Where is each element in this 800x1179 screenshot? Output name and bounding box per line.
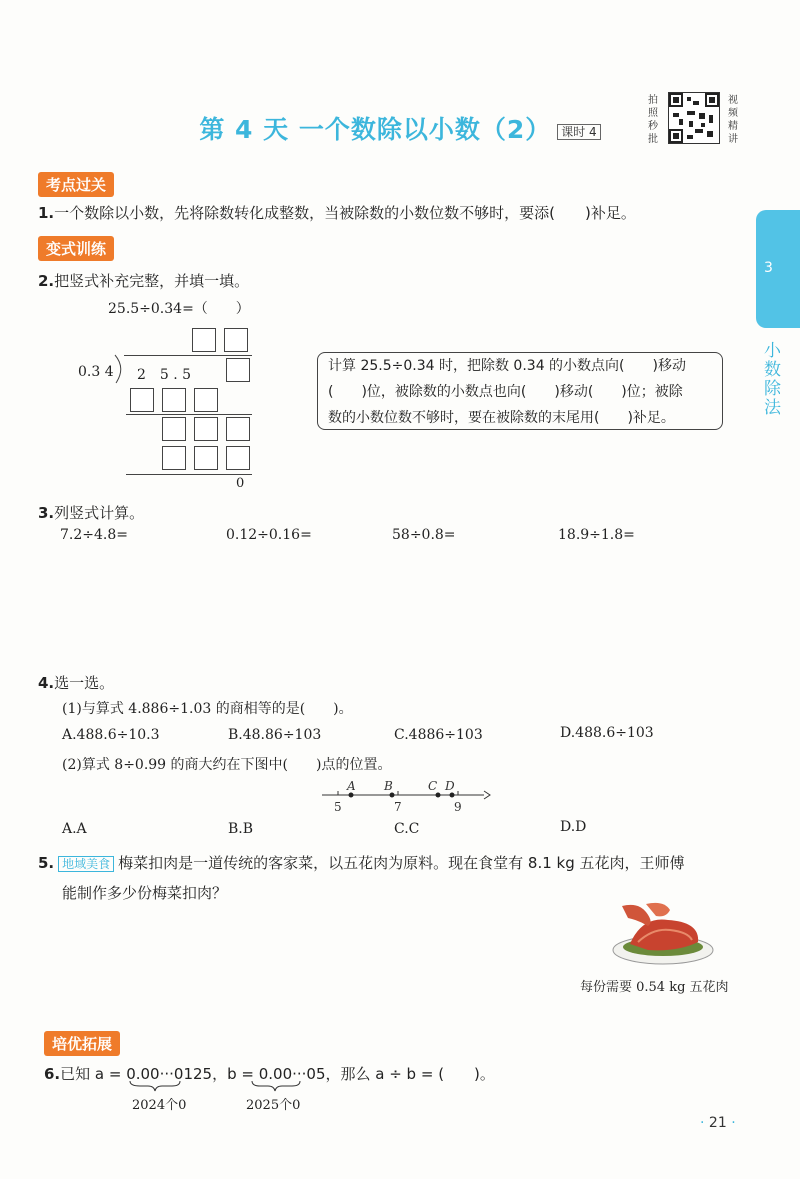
section-badge-2: 变式训练 bbox=[38, 236, 114, 261]
question-4-number: 4. bbox=[38, 674, 55, 692]
q4-p1-option-d[interactable]: D.488.6÷103 bbox=[560, 725, 654, 741]
division-line-1 bbox=[126, 414, 252, 415]
info-line-1: 计算 25.5÷0.34 时，把除数 0.34 的小数点向( )移动 bbox=[328, 358, 686, 374]
question-4-text: 选一选。 bbox=[54, 674, 115, 692]
step-box-7[interactable] bbox=[162, 446, 186, 470]
remainder: 0 bbox=[236, 476, 245, 491]
division-bar bbox=[124, 355, 252, 356]
q4-p2-option-c[interactable]: C.C bbox=[394, 821, 420, 837]
brace-icons bbox=[128, 1079, 328, 1093]
divisor: 0.3 4 bbox=[78, 364, 114, 380]
step-box-6[interactable] bbox=[226, 417, 250, 441]
step-box-4[interactable] bbox=[162, 417, 186, 441]
tick-label-5: 5 bbox=[334, 800, 342, 814]
step-box-1[interactable] bbox=[130, 388, 154, 412]
division-line-2 bbox=[126, 474, 252, 475]
question-5 bbox=[38, 852, 685, 873]
question-1-text-b: )补足。 bbox=[585, 204, 636, 222]
qr-code-icon[interactable] bbox=[668, 92, 720, 144]
info-line-3: 数的小数位数不够时，要在被除数的末尾用( )补足。 bbox=[328, 410, 675, 426]
info-line-2: ( )位，被除数的小数点也向( )移动( )位；被除 bbox=[328, 384, 683, 400]
question-1-number: 1. bbox=[38, 204, 55, 222]
title-text: 第 4 天 一个数除以小数（2） bbox=[199, 115, 552, 144]
dividend-box[interactable] bbox=[226, 358, 250, 382]
dividend: 2 5 . 5 bbox=[137, 367, 192, 383]
question-2-text: 把竖式补充完整，并填一填。 bbox=[54, 272, 250, 290]
quotient-box-2[interactable] bbox=[224, 328, 248, 352]
point-label-a: A bbox=[347, 779, 356, 793]
q4-part1: (1)与算式 4.886÷1.03 的商相等的是( )。 bbox=[62, 701, 353, 717]
calc-item-2[interactable]: 0.12÷0.16= bbox=[226, 527, 312, 543]
question-5-line-2: 能制作多少份梅菜扣肉？ bbox=[62, 884, 228, 902]
calc-item-1[interactable]: 7.2÷4.8= bbox=[60, 527, 128, 543]
point-label-d: D bbox=[445, 779, 455, 793]
calc-item-3[interactable]: 58÷0.8= bbox=[392, 527, 456, 543]
division-bracket-icon bbox=[112, 354, 128, 384]
step-box-8[interactable] bbox=[194, 446, 218, 470]
section-badge-3: 培优拓展 bbox=[44, 1031, 120, 1056]
qr-left-label: 拍照秒批 bbox=[648, 95, 658, 145]
page-number-text: 21 bbox=[708, 1115, 727, 1131]
q4-p1-option-a[interactable]: A.488.6÷10.3 bbox=[62, 727, 160, 743]
chapter-number: 3 bbox=[764, 260, 773, 276]
q4-p1-option-b[interactable]: B.48.86÷103 bbox=[228, 727, 322, 743]
region-food-tag: 地域美食 bbox=[58, 856, 114, 872]
qr-right-label: 视频精讲 bbox=[728, 95, 738, 145]
dot-icon: · bbox=[731, 1115, 736, 1131]
question-6-text-a: 已知 a = 0.00···0125，b = 0.00···05，那么 a ÷ b = ( bbox=[60, 1065, 445, 1083]
dot-icon: · bbox=[700, 1115, 705, 1131]
question-3-text: 列竖式计算。 bbox=[54, 504, 145, 522]
step-box-3[interactable] bbox=[194, 388, 218, 412]
question-1-text-a: 一个数除以小数，先将除数转化成整数，当被除数的小数位数不够时，要添( bbox=[54, 204, 555, 222]
q4-p1-option-c[interactable]: C.4886÷103 bbox=[394, 727, 483, 743]
quotient-box-1[interactable] bbox=[192, 328, 216, 352]
q4-p2-option-b[interactable]: B.B bbox=[228, 821, 254, 837]
q4-p2-option-d[interactable]: D.D bbox=[560, 819, 587, 835]
q2-expression: 25.5÷0.34=（ ） bbox=[108, 301, 250, 317]
section-badge-1: 考点过关 bbox=[38, 172, 114, 197]
question-6-text-b: )。 bbox=[474, 1065, 495, 1083]
question-1 bbox=[38, 202, 636, 223]
point-label-b: B bbox=[384, 779, 393, 793]
dish-caption: 每份需要 0.54 kg 五花肉 bbox=[580, 980, 729, 995]
step-box-9[interactable] bbox=[226, 446, 250, 470]
info-box bbox=[317, 352, 723, 430]
chapter-label: 小数除法 bbox=[764, 341, 781, 418]
question-3 bbox=[38, 502, 144, 523]
point-label-c: C bbox=[428, 779, 438, 793]
pork-dish-icon bbox=[608, 898, 718, 970]
q4-p2-option-a[interactable]: A.A bbox=[62, 821, 87, 837]
brace-label-b: 2025个0 bbox=[246, 1098, 301, 1113]
calc-item-4[interactable]: 18.9÷1.8= bbox=[558, 527, 635, 543]
step-box-5[interactable] bbox=[194, 417, 218, 441]
question-5-line-1: 梅菜扣肉是一道传统的客家菜，以五花肉为原料。现在食堂有 8.1 kg 五花肉，王师傅 bbox=[118, 854, 685, 872]
tick-label-7: 7 bbox=[394, 800, 402, 814]
chapter-tab[interactable] bbox=[756, 210, 800, 328]
qr-block bbox=[648, 88, 748, 148]
step-box-2[interactable] bbox=[162, 388, 186, 412]
q4-part2: (2)算式 8÷0.99 的商大约在下图中( )点的位置。 bbox=[62, 757, 392, 773]
tick-label-9: 9 bbox=[454, 800, 462, 814]
brace-label-a: 2024个0 bbox=[132, 1098, 187, 1113]
question-2-number: 2. bbox=[38, 272, 55, 290]
question-2 bbox=[38, 270, 249, 291]
question-6-number: 6. bbox=[44, 1065, 61, 1083]
page-number bbox=[700, 1115, 736, 1131]
number-line bbox=[318, 775, 493, 817]
question-3-number: 3. bbox=[38, 504, 55, 522]
lesson-label: 课时 4 bbox=[557, 124, 600, 140]
question-5-number: 5. bbox=[38, 854, 55, 872]
question-4 bbox=[38, 672, 114, 693]
